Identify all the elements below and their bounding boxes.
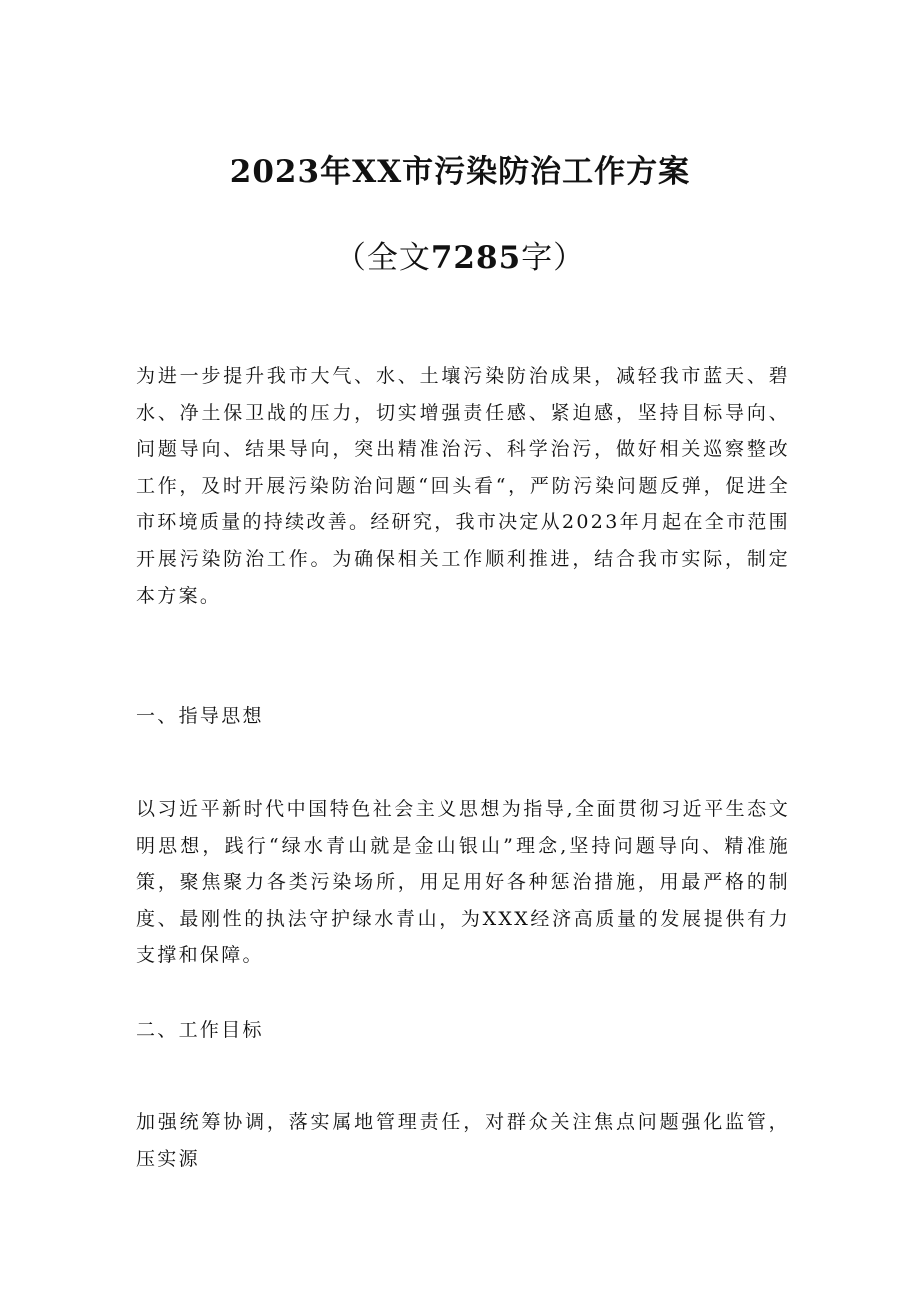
document-subtitle: [0, 232, 920, 277]
intro-paragraph: 为进一步提升我市大气、水、土壤污染防治成果，减轻我市蓝天、碧水、净土保卫战的压力，切实增强责任感、紧迫感，坚持目标导向、问题导向、结果导向，突出精准治污、科学治污，做好相关巡察整改工作，及时开展污染防治问题“回头看“，严防污染问题反弹，促进全市环境质量的持续改善。经研究，我市决定从2023年月起在全市范围开展污染防治工作。为确保相关工作顺利推进，结合我市实际，制定本方案。: [136, 365, 790, 607]
section-heading-work-goals: 二、工作目标: [136, 1019, 264, 1041]
subtitle-word-count: 7285: [430, 240, 522, 276]
guiding-ideology-paragraph: 以习近平新时代中国特色社会主义思想为指导,全面贯彻习近平生态文明思想，践行“绿水青山就是金山银山”理念,坚持问题导向、精准施策，聚焦聚力各类污染场所，用足用好各种惩治措施，用最严格的制度、最刚性的执法守护绿水青山，为XXX经济高质量的发展提供有力支撑和保障。: [136, 798, 790, 967]
section-heading-guiding-ideology: 一、指导思想: [136, 705, 264, 727]
subtitle-close: 字）: [521, 240, 586, 276]
work-goals-paragraph: 加强统筹协调，落实属地管理责任，对群众关注焦点问题强化监管，压实源: [136, 1111, 790, 1170]
document-title: 2023年XX市污染防治工作方案: [229, 154, 691, 190]
subtitle-open: （全文: [334, 240, 431, 276]
